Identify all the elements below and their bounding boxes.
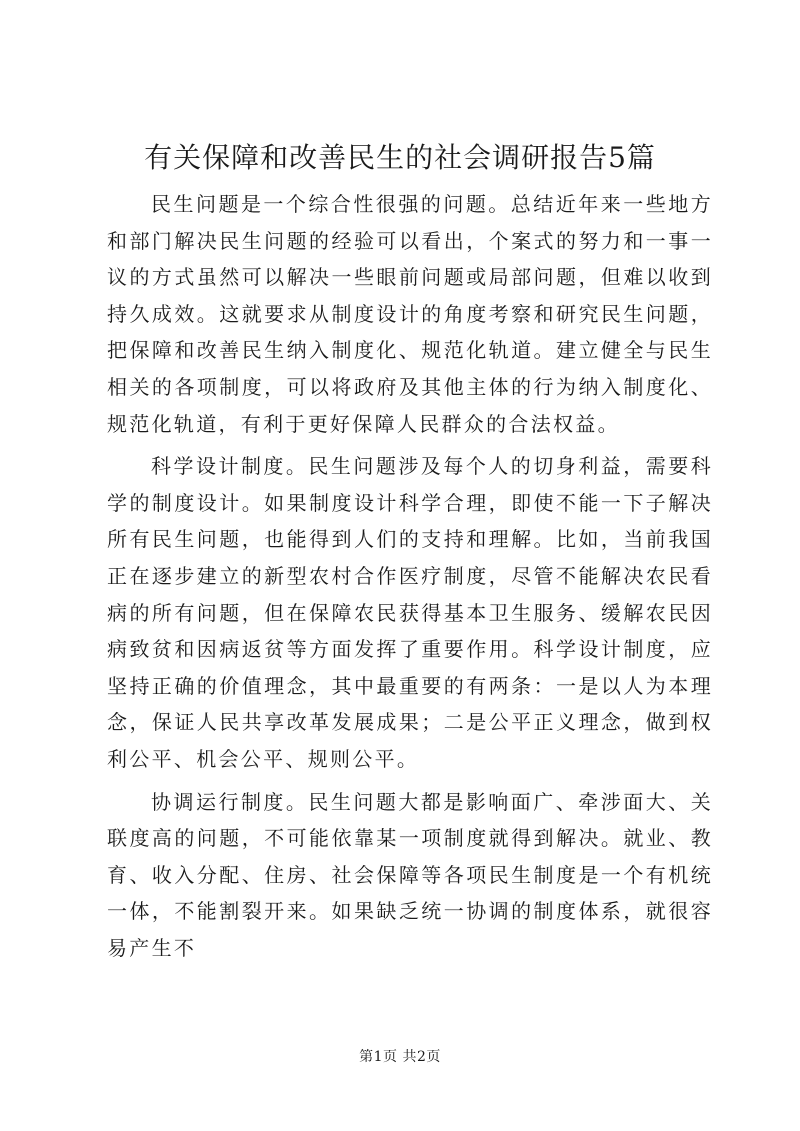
paragraph-3: 协调运行制度。民生问题大都是影响面广、牵涉面大、关联度高的问题，不可能依靠某一项制度就得到解决。就业、教育、收入分配、住房、社会保障等各项民生制度是一个有机统一体，不能割裂开来。如果缺乏统一协调的制度体系，就很容易产生不 [107,789,713,960]
document-body [107,186,713,972]
paragraph-1: 民生问题是一个综合性很强的问题。总结近年来一些地方和部门解决民生问题的经验可以看出，个案式的努力和一事一议的方式虽然可以解决一些眼前问题或局部问题，但难以收到持久成效。这就要求从制度设计的角度考察和研究民生问题，把保障和改善民生纳入制度化、规范化轨道。建立健全与民生相关的各项制度，可以将政府及其他主体的行为纳入制度化、规范化轨道，有利于更好保障人民群众的合法权益。 [107,192,713,436]
paragraph-2: 科学设计制度。民生问题涉及每个人的切身利益，需要科学的制度设计。如果制度设计科学合理，即使不能一下子解决所有民生问题，也能得到人们的支持和理解。比如，当前我国正在逐步建立的新型农村合作医疗制度，尽管不能解决农民看病的所有问题，但在保障农民获得基本卫生服务、缓解农民因病致贫和因病返贫等方面发挥了重要作用。科学设计制度，应坚持正确的价值理念，其中最重要的有两条：一是以人为本理念，保证人民共享改革发展成果；二是公平正义理念，做到权利公平、机会公平、规则公平。 [107,454,713,771]
page-title: 有关保障和改善民生的社会调研报告5篇 [144,141,656,174]
page-footer: 第1页 共2页 [359,1049,441,1065]
